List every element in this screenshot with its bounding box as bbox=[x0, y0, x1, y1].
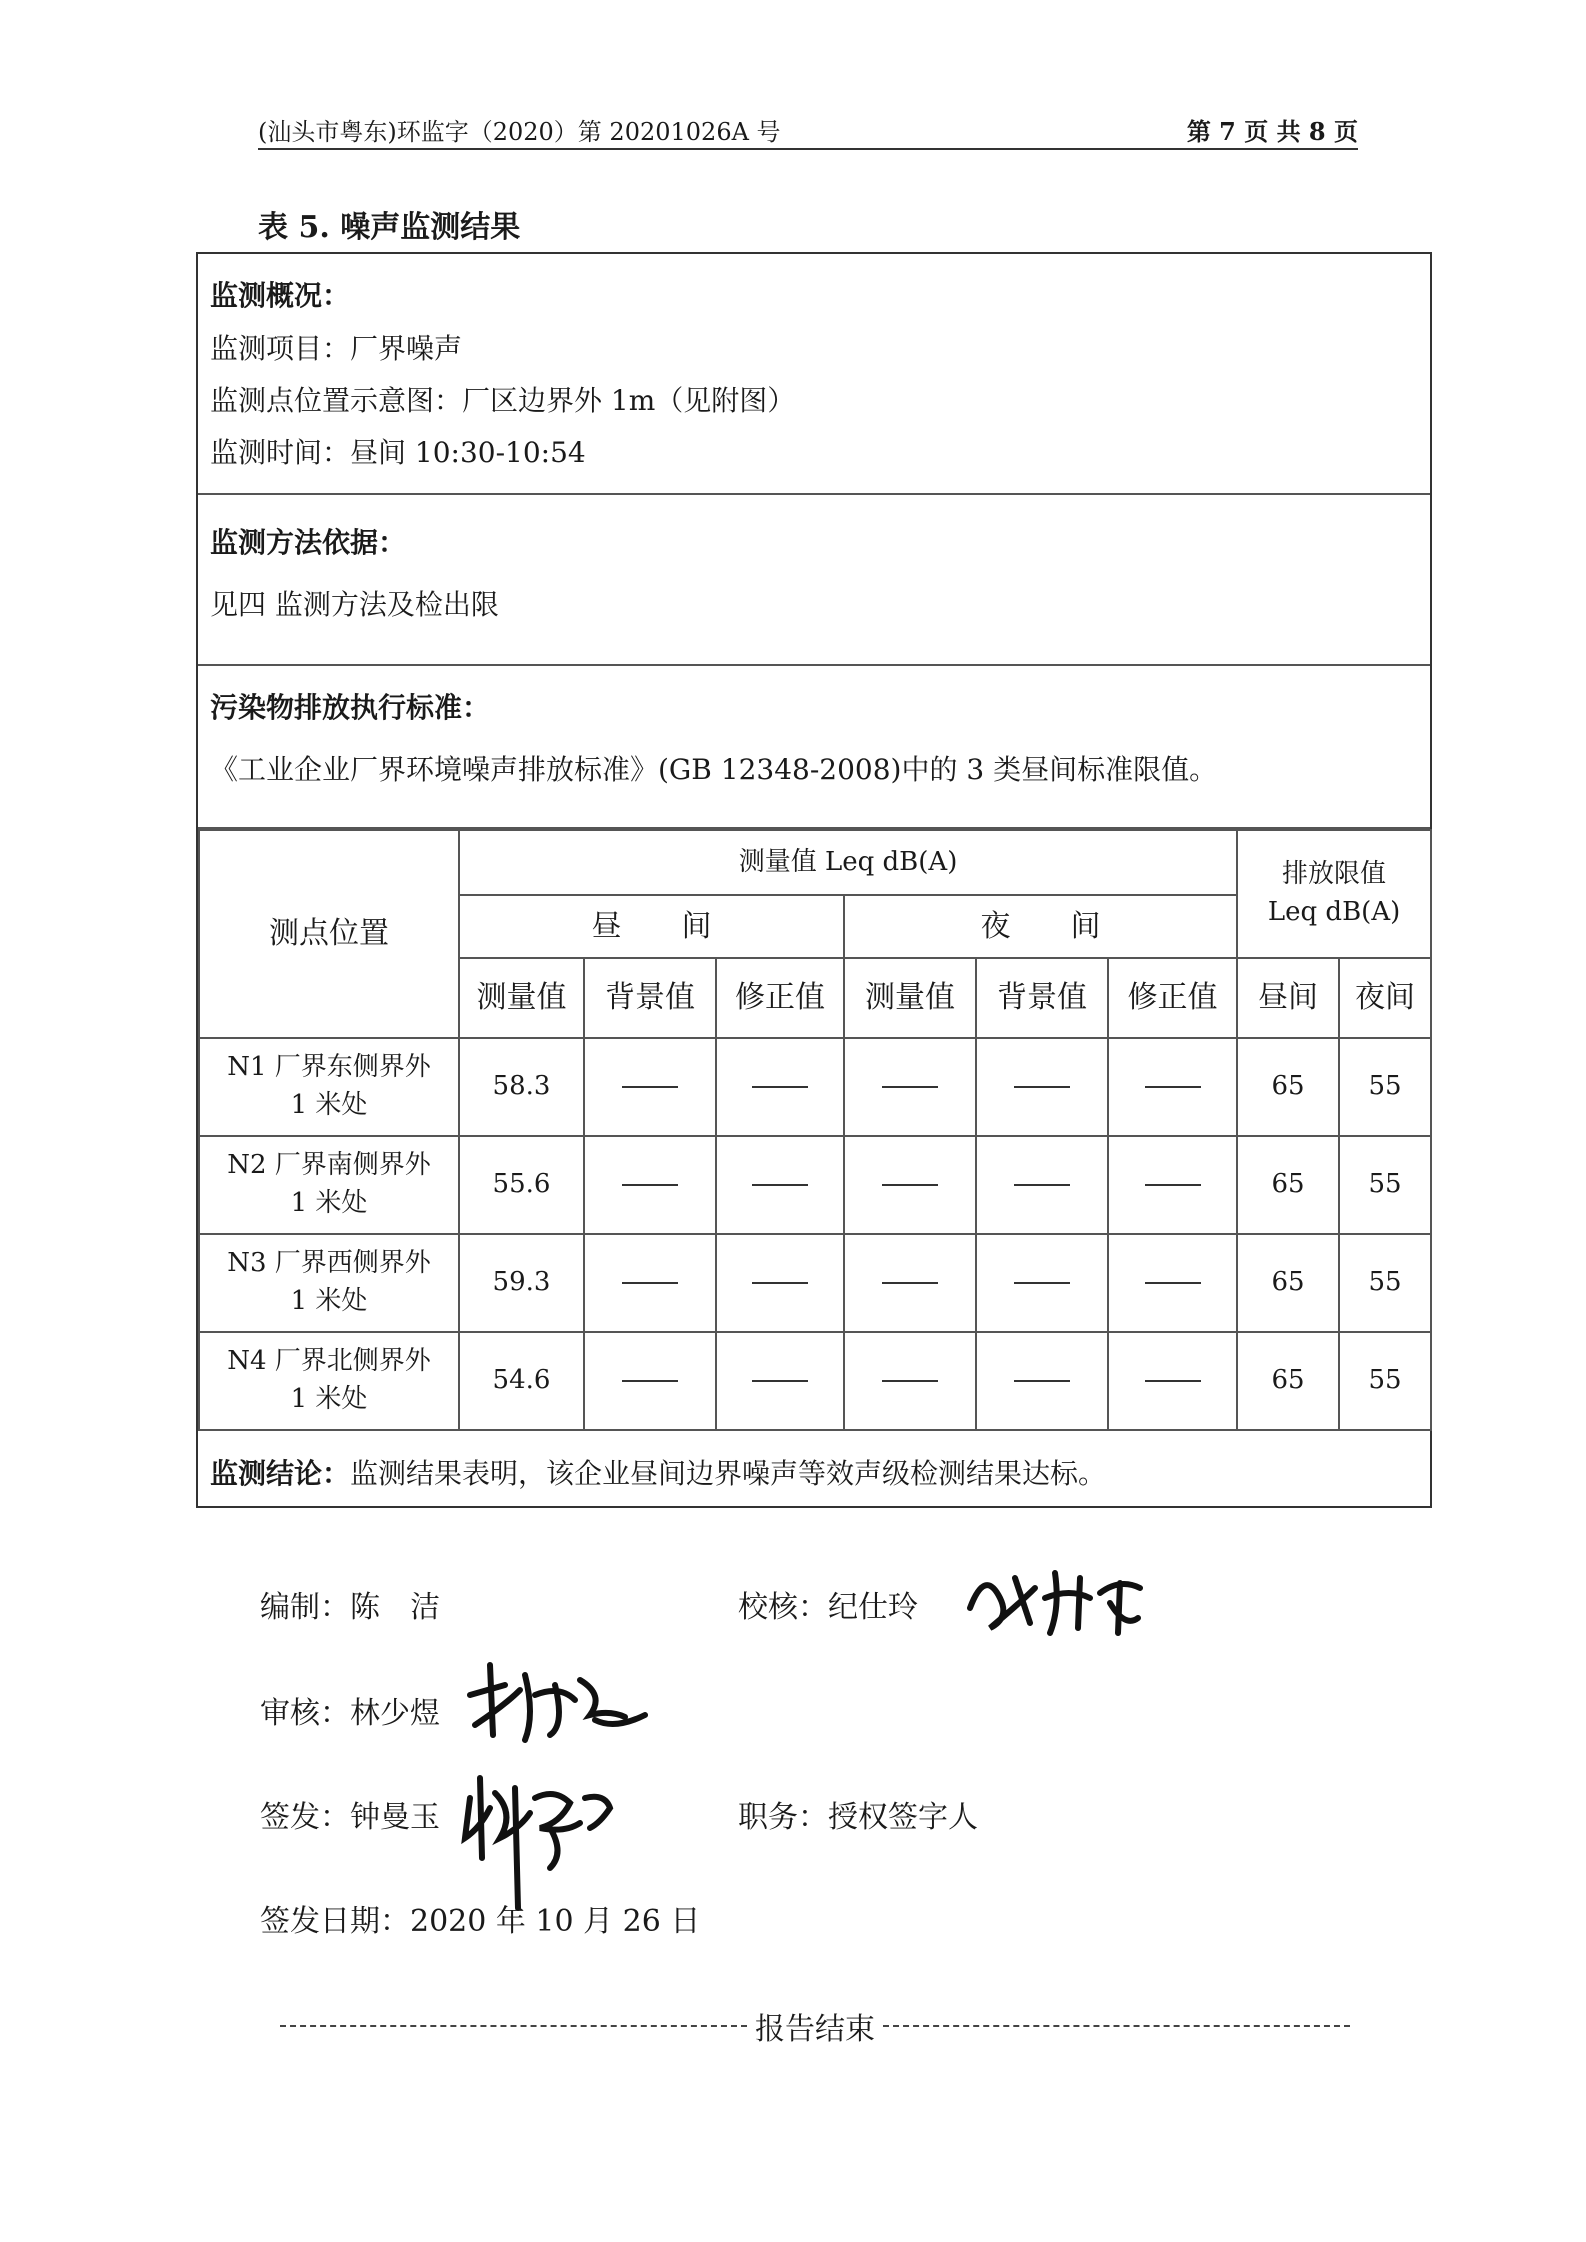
subheader-day-corrected: 修正值 bbox=[716, 958, 844, 1038]
subheader-day-background: 背景值 bbox=[584, 958, 716, 1038]
location-line2: 1 米处 bbox=[290, 1286, 368, 1316]
empty-dash bbox=[584, 1136, 716, 1234]
header-location: 测点位置 bbox=[199, 830, 459, 1038]
noise-results-table bbox=[198, 829, 1432, 1431]
location-line2: 1 米处 bbox=[290, 1188, 368, 1218]
empty-dash bbox=[584, 1038, 716, 1136]
day-limit-value: 65 bbox=[1237, 1332, 1339, 1430]
standard-section bbox=[198, 666, 1430, 829]
empty-dash bbox=[976, 1038, 1108, 1136]
overview-item: 监测项目：厂界噪声 bbox=[210, 332, 463, 365]
overview-location: 监测点位置示意图：厂区边界外 1m（见附图） bbox=[210, 384, 796, 417]
empty-dash bbox=[844, 1136, 976, 1234]
footer-line-right bbox=[883, 2025, 1350, 2027]
reviewed-by: 审核：林少煜 bbox=[260, 1696, 440, 1731]
method-section bbox=[198, 495, 1430, 666]
empty-dash bbox=[976, 1332, 1108, 1430]
reviewer-signature bbox=[465, 1655, 655, 1755]
row-location bbox=[199, 1038, 459, 1136]
position: 职务：授权签字人 bbox=[738, 1800, 978, 1835]
subheader-night-corrected: 修正值 bbox=[1108, 958, 1237, 1038]
compiled-by: 编制：陈 洁 bbox=[260, 1590, 440, 1625]
location-line2: 1 米处 bbox=[290, 1090, 368, 1120]
conclusion bbox=[210, 1452, 1106, 1492]
standard-heading: 污染物排放执行标准： bbox=[210, 691, 491, 724]
day-limit-value: 65 bbox=[1237, 1038, 1339, 1136]
subheader-limit-night: 夜间 bbox=[1339, 958, 1431, 1038]
night-limit-value: 55 bbox=[1339, 1332, 1431, 1430]
footer-line-left bbox=[280, 2025, 747, 2027]
report-end-text: 报告结束 bbox=[755, 2012, 875, 2047]
empty-dash bbox=[1108, 1136, 1237, 1234]
night-limit-value: 55 bbox=[1339, 1136, 1431, 1234]
header-day: 昼 间 bbox=[459, 895, 844, 958]
table-title: 表 5. 噪声监测结果 bbox=[258, 210, 521, 245]
empty-dash bbox=[976, 1136, 1108, 1234]
conclusion-text: 监测结果表明，该企业昼间边界噪声等效声级检测结果达标。 bbox=[350, 1457, 1107, 1490]
day-limit-value: 65 bbox=[1237, 1234, 1339, 1332]
row-location bbox=[199, 1234, 459, 1332]
header-measured-group: 测量值 Leq dB(A) bbox=[459, 830, 1237, 895]
location-line1: N4 厂界北侧界外 bbox=[227, 1346, 431, 1377]
empty-dash bbox=[844, 1038, 976, 1136]
night-limit-value: 55 bbox=[1339, 1038, 1431, 1136]
method-text: 见四 监测方法及检出限 bbox=[210, 588, 499, 621]
empty-dash bbox=[716, 1038, 844, 1136]
empty-dash bbox=[716, 1234, 844, 1332]
empty-dash bbox=[844, 1234, 976, 1332]
issue-date: 签发日期：2020 年 10 月 26 日 bbox=[260, 1904, 701, 1939]
subheader-night-background: 背景值 bbox=[976, 958, 1108, 1038]
header-night: 夜 间 bbox=[844, 895, 1237, 958]
table-row bbox=[199, 1234, 1431, 1332]
day-measured-value: 59.3 bbox=[459, 1234, 584, 1332]
empty-dash bbox=[584, 1332, 716, 1430]
document-number: (汕头市粤东)环监字（2020）第 20201026A 号 bbox=[258, 118, 781, 146]
day-measured-value: 58.3 bbox=[459, 1038, 584, 1136]
subheader-day-measured: 测量值 bbox=[459, 958, 584, 1038]
empty-dash bbox=[976, 1234, 1108, 1332]
standard-text: 《工业企业厂界环境噪声排放标准》(GB 12348-2008)中的 3 类昼间标准限值。 bbox=[210, 753, 1218, 786]
row-location bbox=[199, 1332, 459, 1430]
empty-dash bbox=[716, 1332, 844, 1430]
subheader-night-measured: 测量值 bbox=[844, 958, 976, 1038]
page-info: 第 7 页 共 8 页 bbox=[1186, 117, 1358, 146]
checker-signature bbox=[960, 1548, 1150, 1648]
checked-by: 校核：纪仕玲 bbox=[738, 1590, 918, 1625]
night-limit-value: 55 bbox=[1339, 1234, 1431, 1332]
empty-dash bbox=[1108, 1234, 1237, 1332]
empty-dash bbox=[716, 1136, 844, 1234]
empty-dash bbox=[1108, 1038, 1237, 1136]
issued-by: 签发：钟曼玉 bbox=[260, 1800, 440, 1835]
day-measured-value: 54.6 bbox=[459, 1332, 584, 1430]
conclusion-label: 监测结论： bbox=[210, 1457, 351, 1490]
overview-time: 监测时间：昼间 10:30-10:54 bbox=[210, 436, 586, 469]
table-row bbox=[199, 1038, 1431, 1136]
subheader-limit-day: 昼间 bbox=[1237, 958, 1339, 1038]
location-line1: N1 厂界东侧界外 bbox=[227, 1052, 431, 1083]
row-location bbox=[199, 1136, 459, 1234]
noise-results-box bbox=[196, 252, 1432, 1508]
overview-heading: 监测概况： bbox=[210, 279, 351, 312]
report-end bbox=[280, 2004, 1350, 2048]
empty-dash bbox=[1108, 1332, 1237, 1430]
location-line1: N3 厂界西侧界外 bbox=[227, 1248, 431, 1279]
table-row bbox=[199, 1332, 1431, 1430]
method-heading: 监测方法依据： bbox=[210, 526, 407, 559]
header-limit-line1: 排放限值 bbox=[1282, 859, 1387, 890]
location-line2: 1 米处 bbox=[290, 1384, 368, 1414]
empty-dash bbox=[844, 1332, 976, 1430]
empty-dash bbox=[584, 1234, 716, 1332]
day-measured-value: 55.6 bbox=[459, 1136, 584, 1234]
day-limit-value: 65 bbox=[1237, 1136, 1339, 1234]
location-line1: N2 厂界南侧界外 bbox=[227, 1150, 431, 1181]
table-row bbox=[199, 1136, 1431, 1234]
page-header bbox=[258, 108, 1358, 150]
header-limit bbox=[1237, 830, 1431, 958]
header-limit-line2: Leq dB(A) bbox=[1267, 897, 1401, 927]
overview-section bbox=[198, 254, 1430, 495]
